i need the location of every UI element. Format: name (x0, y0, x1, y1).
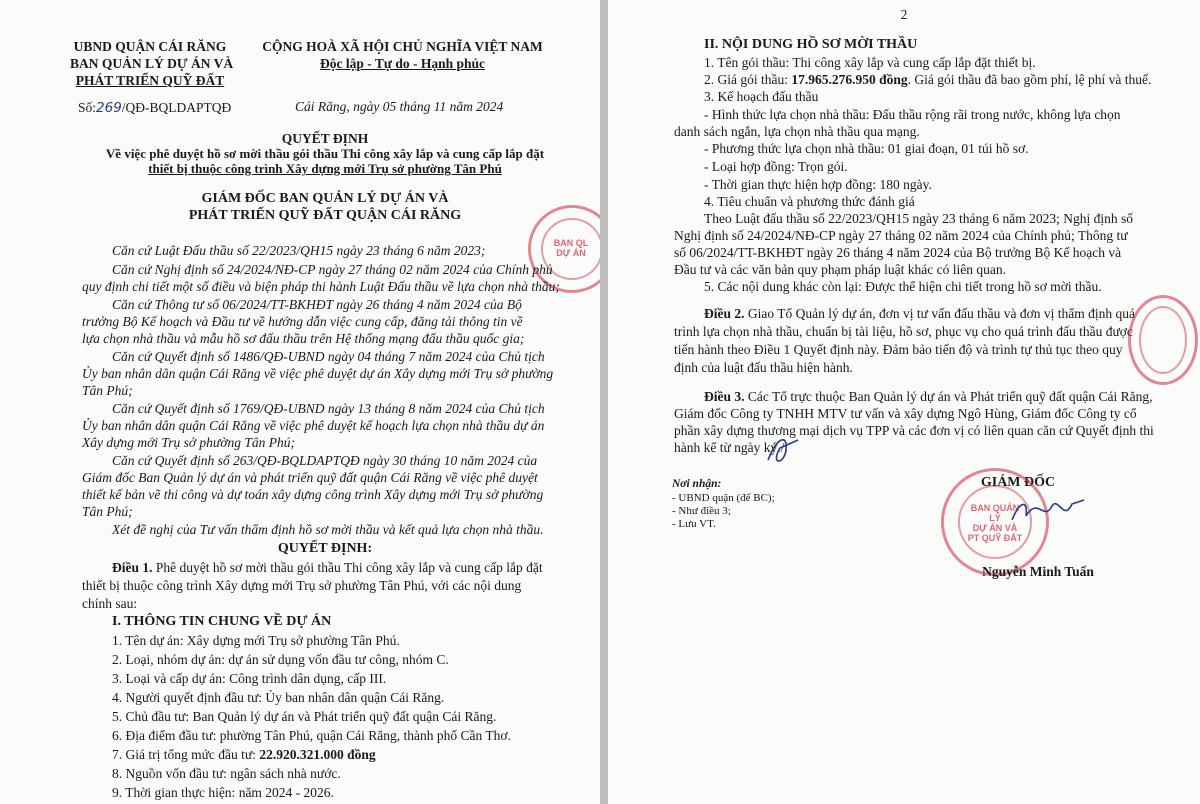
package-price-note: . Giá gói thầu đã bao gồm phí, lệ phí và thuế. (907, 72, 1152, 87)
decides-heading: QUYẾT ĐỊNH: (277, 541, 373, 556)
document-page-2 (608, 0, 1200, 804)
basis-line: Căn cứ Thông tư số 06/2024/TT-BKHĐT ngày 26 tháng 4 năm 2024 của Bộ (112, 297, 522, 312)
list-item: Nghị định số 24/2024/NĐ-CP ngày 27 tháng 02 năm 2024 của Chính phủ; Thông tư (674, 228, 1128, 243)
article-3-text: Các Tổ trực thuộc Ban Quản lý dự án và Phát triển quỹ đất quận Cái Răng, (744, 389, 1153, 404)
list-item: danh sách ngắn, lựa chọn nhà thầu qua mạng. (674, 124, 920, 139)
package-price-label: 2. Giá gói thầu: (704, 72, 792, 87)
article-3-line: Giám đốc Công ty TNHH MTV tư vấn và xây dựng Ngô Hùng, Giám đốc Công ty cổ (674, 406, 1137, 421)
place-date: Cái Răng, ngày 05 tháng 11 năm 2024 (295, 99, 504, 114)
article-2-line: định của luật đấu thầu hiện hành. (674, 360, 853, 375)
official-seal-stamp: BAN QUẢN LÝ DỰ ÁN VÀ PT QUỸ ĐẤT (941, 468, 1049, 576)
decision-title: QUYẾT ĐỊNH (281, 131, 369, 146)
article-2-line1 (704, 305, 1135, 322)
official-seal-stamp: BAN QL DỰ ÁN (528, 205, 600, 293)
article-2-line: trình lựa chọn nhà thầu, chuẩn bị tài liệu, hồ sơ, phục vụ cho quá trình đấu thầu được (674, 324, 1133, 339)
basis-line: Xây dựng mới Trụ sở phường Tân Phú; (82, 435, 295, 450)
basis-line: Tân Phú; (82, 383, 133, 398)
total-investment-value: 22.920.321.000 đồng (259, 747, 376, 762)
document-number (78, 99, 231, 117)
article-1-label: Điều 1. (112, 560, 153, 575)
list-item: 4. Người quyết định đầu tư: Ủy ban nhân dân quận Cái Răng. (112, 690, 445, 705)
list-item: - Hình thức lựa chọn nhà thầu: Đấu thầu rộng rãi trong nước, không lựa chọn (704, 107, 1121, 122)
list-item: 3. Loại và cấp dự án: Công trình dân dụng, cấp III. (112, 671, 387, 686)
list-item: 1. Tên dự án: Xây dựng mới Trụ sở phường Tân Phú. (112, 633, 400, 648)
recipient-item: - UBND quận (để BC); (672, 492, 775, 504)
basis-line: thiết kế bản vẽ thi công và dự toán xây dựng công trình Xây dựng mới Trụ sở phường (82, 487, 544, 502)
list-item: 1. Tên gói thầu: Thi công xây lắp và cung cấp lắp đặt thiết bị. (704, 55, 1036, 70)
basis-line: trưởng Bộ Kế hoạch và Đầu tư về hướng dẫn việc cung cấp, đăng tải thông tin về (82, 314, 523, 329)
document-number-label: Số: (78, 100, 97, 115)
article-1-line2: thiết bị thuộc công trình Xây dựng mới Trụ sở phường Tân Phú, với các nội dung (82, 578, 522, 593)
recipients-title: Nơi nhận: (672, 478, 722, 490)
basis-line: quy định chi tiết một số điều và biện pháp thi hành Luật Đấu thầu về lựa chọn nhà thầu; (82, 279, 560, 294)
article-3-line1 (704, 388, 1153, 405)
basis-line: Xét đề nghị của Tư vấn thẩm định hồ sơ mời thầu và kết quả lựa chọn nhà thầu. (112, 522, 544, 537)
list-item (112, 746, 376, 763)
recipient-item: - Lưu VT. (672, 518, 716, 530)
list-item: Đầu tư và các văn bản quy phạm pháp luật khác có liên quan. (674, 262, 1006, 277)
list-item: 4. Tiêu chuẩn và phương thức đánh giá (704, 194, 915, 209)
nation-title: CỘNG HOÀ XÃ HỘI CHỦ NGHĨA VIỆT NAM (262, 39, 543, 54)
handwritten-initials (758, 430, 808, 470)
section-1-heading: I. THÔNG TIN CHUNG VỀ DỰ ÁN (112, 614, 332, 629)
basis-line: Căn cứ Nghị định số 24/2024/NĐ-CP ngày 27 tháng 02 năm 2024 của Chính phủ (112, 262, 553, 277)
signature (1008, 492, 1088, 532)
page-number: 2 (900, 7, 908, 22)
org-name-line3: PHÁT TRIỂN QUỸ ĐẤT (75, 73, 225, 88)
item-7-label: 7. Giá trị tổng mức đầu tư: (112, 747, 260, 762)
margin-seal-stamp (1128, 295, 1198, 385)
org-name-line1: UBND QUẬN CÁI RĂNG (73, 39, 227, 54)
basis-line: Căn cứ Luật Đấu thầu số 22/2023/QH15 ngày 23 tháng 6 năm 2023; (112, 243, 486, 258)
article-3-label: Điều 3. (704, 389, 745, 404)
basis-line: lựa chọn nhà thầu và mẫu hồ sơ đấu thầu trên Hệ thống mạng đấu thầu quốc gia; (82, 331, 525, 346)
article-2-text: Giao Tổ Quản lý dự án, đơn vị tư vấn đấu thầu và đơn vị thẩm định quá (744, 306, 1135, 321)
recipient-item: - Như điều 3; (672, 505, 731, 517)
list-item: số 06/2024/TT-BKHĐT ngày 26 tháng 4 năm 2024 của Bộ trưởng Bộ Kế hoạch và (674, 245, 1122, 260)
article-2-line: tiến hành theo Điều 1 Quyết định này. Đảm bảo tiến độ và trình tự thủ tục theo quy (674, 342, 1123, 357)
list-item: - Loại hợp đồng: Trọn gói. (704, 159, 848, 174)
section-2-heading: II. NỘI DUNG HỒ SƠ MỜI THẦU (704, 37, 918, 52)
article-1-line1 (112, 559, 543, 576)
basis-line: Giám đốc Ban Quản lý dự án và phát triển quỹ đất quận Cái Răng về việc phê duyệt (82, 470, 538, 485)
list-item: - Phương thức lựa chọn nhà thầu: 01 giai đoạn, 01 túi hồ sơ. (704, 141, 1029, 156)
list-item: 3. Kế hoạch đấu thầu (704, 89, 819, 104)
nation-motto: Độc lập - Tự do - Hạnh phúc (319, 56, 486, 71)
list-item: - Thời gian thực hiện hợp đồng: 180 ngày. (704, 177, 932, 192)
org-name-line2: BAN QUẢN LÝ DỰ ÁN VÀ (70, 56, 234, 71)
list-item: Theo Luật đấu thầu số 22/2023/QH15 ngày 23 tháng 6 năm 2023; Nghị định số (704, 211, 1133, 226)
article-3-line: phần xây dựng thương mại dịch vụ TPP và các đơn vị có liên quan căn cứ Quyết định thi (674, 423, 1154, 438)
article-1-line3: chính sau: (82, 596, 138, 611)
signer-name: Nguyễn Minh Tuấn (982, 564, 1094, 579)
basis-line: Căn cứ Quyết định số 1486/QĐ-UBND ngày 04 tháng 7 năm 2024 của Chủ tịch (112, 349, 545, 364)
list-item: 5. Các nội dung khác còn lại: Được thể hiện chi tiết trong hồ sơ mời thầu. (704, 279, 1102, 294)
authority-line2: PHÁT TRIỂN QUỸ ĐẤT QUẬN CÁI RĂNG (188, 208, 462, 223)
document-number-suffix: /QĐ-BQLDAPTQĐ (121, 100, 232, 115)
basis-line: Tân Phú; (82, 504, 133, 519)
article-2-label: Điều 2. (704, 306, 745, 321)
basis-line: Ủy ban nhân dân quận Cái Răng về việc phê duyệt dự án Xây dựng mới Trụ sở phường (82, 366, 554, 381)
basis-line: Căn cứ Quyết định số 263/QĐ-BQLDAPTQĐ ngày 30 tháng 10 năm 2024 của (112, 453, 538, 468)
list-item: 8. Nguồn vốn đầu tư: ngân sách nhà nước. (112, 766, 341, 781)
handwritten-number: 269 (96, 100, 122, 116)
package-price-value: 17.965.276.950 đồng (791, 72, 908, 87)
list-item: 5. Chủ đầu tư: Ban Quản lý dự án và Phát triển quỹ đất quận Cái Răng. (112, 709, 497, 724)
article-1-text: Phê duyệt hồ sơ mời thầu gói thầu Thi công xây lắp và cung cấp lắp đặt (152, 560, 543, 575)
authority-line1: GIÁM ĐỐC BAN QUẢN LÝ DỰ ÁN VÀ (201, 191, 449, 206)
signer-title: GIÁM ĐỐC (980, 475, 1056, 490)
basis-line: Ủy ban nhân dân quận Cái Răng về việc phê duyệt kế hoạch lựa chọn nhà thầu dự án (82, 418, 545, 433)
decision-subject-line2: thiết bị thuộc công trình Xây dựng mới Trụ sở phường Tân Phú (148, 161, 502, 176)
basis-line: Căn cứ Quyết định số 1769/QĐ-UBND ngày 13 tháng 8 năm 2024 của Chủ tịch (112, 401, 545, 416)
list-item: 2. Loại, nhóm dự án: dự án sử dụng vốn đầu tư công, nhóm C. (112, 652, 449, 667)
list-item: 6. Địa điểm đầu tư: phường Tân Phú, quận Cái Răng, thành phố Cần Thơ. (112, 728, 511, 743)
article-3-line: hành kể từ ngày ký./. (674, 440, 788, 455)
decision-subject-line1: Về việc phê duyệt hồ sơ mời thầu gói thầu Thi công xây lắp và cung cấp lắp đặt (105, 146, 545, 161)
list-item (704, 71, 1151, 88)
list-item: 9. Thời gian thực hiện: năm 2024 - 2026. (112, 785, 334, 800)
